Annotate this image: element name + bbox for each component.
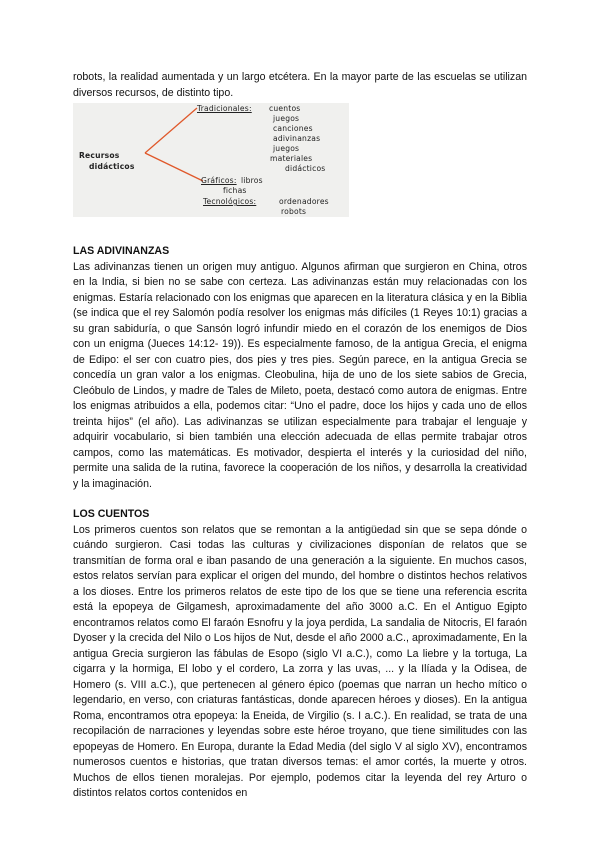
diagram-item: juegos [273,144,300,153]
diagram-item: adivinanzas [273,134,321,143]
diagram-item: cuentos [269,104,301,113]
diagram-category-tecnologicos: Tecnológicos: [203,197,257,206]
diagram-root-line2: didácticos [89,162,135,171]
diagram-item: fichas [223,186,247,195]
diagram-item: libros [241,176,263,185]
diagram-item: didácticos [285,164,326,173]
diagram-root-line1: Recursos [79,151,120,160]
diagram-item: juegos [273,114,300,123]
diagram-item: ordenadores [279,197,329,206]
diagram-category-graficos: Gráficos: [201,176,237,185]
connector-graficos [145,153,203,181]
section-heading-cuentos: LOS CUENTOS [73,508,150,520]
section-body-adivinanzas: Las adivinanzas tienen un origen muy antiguo. Algunos afirman que surgieron en China, otros en la India, si bien no se sabe con certeza. Las adivinanzas están muy relacionadas con los enigmas. Estaría relacionado con los enigmas que aparecen en la literatura clásica y en la Biblia (se indica que el rey Salomón podía resolver los enigmas más difíciles (1 Reyes 10:1) gracias a su gran sabiduría, o que Sansón logró infundir miedo en el corazón de los enemigos de Dios con un enigma (Jueces 14:12- 19)). Es especialmente famoso, de la antigua Grecia, el enigma de Edipo: el ser con cuatro pies, dos pies y tres pies. Según parece, en la antigua Grecia se concedía un gran valor a los enigmas. Cleobulina, hija de uno de los siete sabios de Grecia, Cleóbulo de Lindos, y madre de Tales de Mileto, poeta, destacó como autora de enigmas. Entre los enigmas atribuidos a ella, podemos citar: “Uno el padre, doce los hijos y cada uno de ellos treinta hijos” (el año). Las adivinanzas se utilizan especialmente para trabajar el lenguaje y adquirir vocabulario, si bien también una elección adecuada de ellas permite trabajar otros campos, como las matemáticas. Es motivador, despierta el interés y la curiosidad del niño, permite una salida de la rutina, favorece la cooperación de los niños, y desarrolla la creatividad y la imaginación. [73,260,527,490]
section-body-cuentos: Los primeros cuentos son relatos que se remontan a la antigüedad sin que se sepa dónde o cuándo surgieron. Casi todas las culturas y civilizaciones disponían de relatos que se transmitían de forma oral e iban pasando de una generación a la siguiente. En muchos casos, estos relatos servían para explicar el origen del mundo, del hombre o distintos hechos relativos a los dioses. Entre los primeros relatos de este tipo de los que se tiene una referencia escrita está la epopeya de Gilgamesh, aproximadamente del año 3000 a.C. En el Antiguo Egipto encontramos relatos como El faraón Esnofru y la joya perdida, La sandalia de Nitocris, El faraón Dyoser y la crecida del Nilo o Los hijos de Nut, desde el año 2000 a.C., aproximadamente, En la antigua Grecia surgieron las fábulas de Esopo (siglo VI a.C.), como La liebre y la tortuga, La cigarra y la hormiga, El lobo y el cordero, La zorra y las uvas, ... y la Ilíada y la Odisea, de Homero (s. VIII a.C.), que pertenecen al género épico (poemas que narran un hecho mítico o legendario, en verso, con criaturas fantásticas, donde aparecen héroes y dioses). En la antigua Roma, encontramos otra epopeya: la Eneida, de Virgilio (s. I a.C.). En realidad, se trata de una recopilación de narraciones y leyendas sobre este héroe troyano, que tiene similitudes con las epopeyas de Homero. En Europa, durante la Edad Media (del siglo V al siglo XV), encontramos numerosos cuentos e historias, que tratan diversos temas: el amor cortés, la muerte y otros. Muchos de ellos tienen moralejas. Por ejemplo, podemos citar la leyenda del rey Arturo o distintos relatos cortos contenidos en [73,523,527,799]
document-page [73,70,527,802]
diagram-category-tradicionales: Tradicionales: [197,104,252,113]
diagram-item: materiales [270,154,313,163]
section-heading-adivinanzas: LAS ADIVINANZAS [73,245,170,257]
diagram-item: robots [281,207,307,216]
connector-tradicionales [145,108,197,153]
resources-diagram [73,103,349,217]
intro-paragraph: robots, la realidad aumentada y un largo etcétera. En la mayor parte de las escuelas se utilizan diversos recursos, de distinto tipo. [73,71,527,99]
diagram-item: canciones [273,124,313,133]
